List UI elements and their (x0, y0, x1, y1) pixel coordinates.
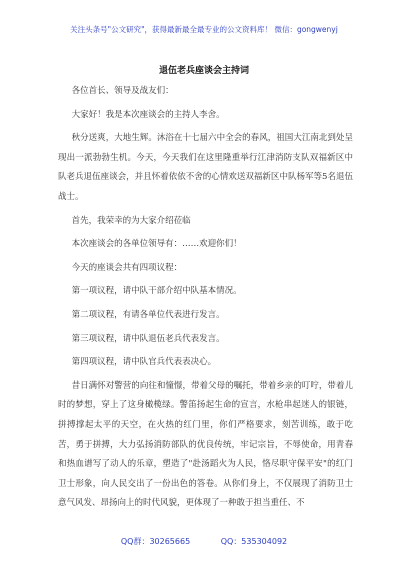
footer-qq-group: QQ群：30265665 (120, 537, 191, 546)
footer-contact (0, 536, 408, 547)
paragraph: 第二项议程，有请各单位代表进行发言。 (71, 309, 225, 320)
document-body (58, 82, 353, 518)
paragraph: 第一项议程，请中队干部介绍中队基本情况。 (71, 286, 242, 297)
paragraph: 首先，我荣幸的为大家介绍莅临 (71, 215, 191, 226)
paragraph: 昔日满怀对警营的向往和憧憬，带着父母的嘱托，带着乡亲的叮咛，带着儿时的梦想，穿上了这身橄榄绿。警笛扬起生命的宣言，水枪串起迷人的银链，拼搏撑起太平的天空，在火热的红门里，你们严格要求，刻苦训练，敢于吃苦，勇于拼搏，大力弘扬消防部队的优良传统，牢记宗旨，不辱使命，用青春和热血谱写了动人的乐章，塑造了"赴汤蹈火为人民，恪尽职守保平安"的红门卫士形象，向人民交出了一份出色的答卷。从你们身上，不仅展现了消防卫士意气风发、昂扬向上的时代风貌，更体现了一种敢于担当重任、不 (58, 380, 353, 509)
paragraph: 第四项议程，请中队官兵代表表决心。 (71, 357, 217, 368)
paragraph: 大家好！我是本次座谈会的主持人李舍。 (71, 109, 225, 120)
header-note: 关注头条号"公文研究"，获得最新最全最专业的公文资料库！ 微信：gongwenyj (70, 25, 338, 34)
paragraph: 今天的座谈会共有四项议程： (71, 262, 183, 273)
paragraph: 秋分送爽，大地生辉。沐浴在十七届六中全会的春风，祖国大江南北到处呈现出一派勃勃生机。今天，今天我们在这里隆重举行江津消防支队双福新区中队老兵退伍座谈会，并且怀着依依不舍的心情欢送双福新区中队杨军等5名退伍战士。 (58, 133, 353, 202)
paragraph: 各位首长、领导及战友们： (71, 86, 174, 96)
footer-qq-number: QQ：535304092 (220, 537, 288, 546)
paragraph: 第三项议程，请中队退伍老兵代表发言。 (71, 333, 225, 344)
document-title: 退伍老兵座谈会主持词 (158, 66, 249, 76)
paragraph: 本次座谈会的各单位领导有：……欢迎你们！ (71, 239, 242, 250)
